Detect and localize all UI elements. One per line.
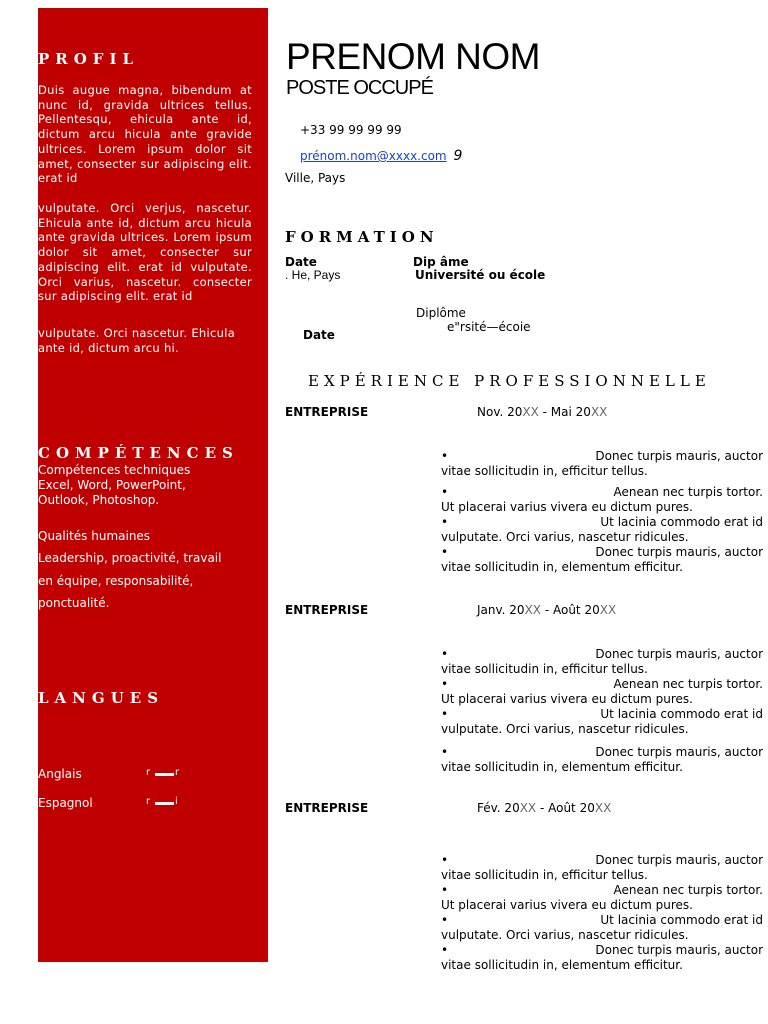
level-end-mark: r xyxy=(175,767,180,778)
formation-heading: FORMATION xyxy=(285,228,439,246)
language-row-spanish xyxy=(38,796,248,810)
list-item: • Aenean nec turpis tortor. Ut placerai varius vivera eu dictum pures. xyxy=(441,485,763,514)
formation-diploma-2: Diplôme xyxy=(416,306,466,320)
job-title: POSTE OCCUPÉ xyxy=(286,77,433,99)
email-line xyxy=(300,148,462,164)
language-name: Anglais xyxy=(38,767,82,781)
formation-location: . He, Pays xyxy=(285,268,341,282)
profil-text-3: vulputate. Orci nascetur. Ehicula ante id, dictum arcu hi. xyxy=(38,326,236,355)
langues-heading: LANGUES xyxy=(38,689,165,707)
job-period: Nov. 20XX - Mai 20XX xyxy=(477,405,608,419)
language-level-bar xyxy=(155,773,174,776)
formation-date-label: Date xyxy=(285,255,317,269)
list-item: • Donec turpis mauris, auctor vitae sollicitudin in, elementum efficitur. xyxy=(441,943,763,972)
list-item: • Donec turpis mauris, auctor vitae sollicitudin in, efficitur tellus. xyxy=(441,449,763,478)
job-bullets xyxy=(441,449,763,575)
list-item: • Ut lacinia commodo erat id vulputate. Orci varius, nascetur ridicules. xyxy=(441,913,763,942)
job-bullets xyxy=(441,647,763,775)
person-name: PRENOM NOM xyxy=(286,36,540,77)
profil-text-2: vulputate. Orci verjus, nascetur. Ehicula ante id, dictum arcu hicula ante gravida ultrices. Lorem ipsum dolor sit amet, consecter sur adipiscing elit. erat id vulputate. Orci varius, nascetur. consecter sur adipiscing elit. erat id xyxy=(38,201,252,304)
soft-skills-line-1: Leadership, proactivité, travail xyxy=(38,551,222,565)
job-period: Fév. 20XX - Août 20XX xyxy=(477,801,612,815)
language-name: Espagnol xyxy=(38,796,93,810)
level-start-mark: r xyxy=(146,767,151,778)
formation-diploma-label: Dip âme xyxy=(413,255,469,269)
list-item: • Aenean nec turpis tortor. Ut placerai varius vivera eu dictum pures. xyxy=(441,883,763,912)
formation-school-2: e"rsité—écoie xyxy=(447,320,531,334)
location: Ville, Pays xyxy=(285,171,346,185)
level-start-mark: r xyxy=(146,796,151,807)
tech-skills-list: Excel, Word, PowerPoint, Outlook, Photoshop. xyxy=(38,478,186,507)
competences-heading: COMPÉTENCES xyxy=(38,444,239,462)
formation-date-2-clip xyxy=(285,328,365,342)
list-item: • Ut lacinia commodo erat id vulputate. Orci varius, nascetur ridicules. xyxy=(441,515,763,544)
job-bullets xyxy=(441,853,763,973)
company-name: ENTREPRISE xyxy=(285,603,369,617)
soft-skills-line-3: ponctualité. xyxy=(38,596,110,610)
formation-date-2: Date xyxy=(303,328,335,342)
level-end-mark: i xyxy=(175,796,178,807)
profil-heading: PROFIL xyxy=(38,50,140,68)
list-item: • Ut lacinia commodo erat id vulputate. Orci varius, nascetur ridicules. xyxy=(441,707,763,736)
phone-number: +33 99 99 99 99 xyxy=(300,123,402,137)
profil-text-1: Duis augue magna, bibendum at nunc id, gravida ultrices tellus. Pellentesqu, ehicula ante id, dictum arcu hicula ante gravide ultrices. Lorem ipsum dolor sit amet, consecter sur adipiscing elit. erat id xyxy=(38,83,252,186)
list-item: • Donec turpis mauris, auctor vitae sollicitudin in, efficitur tellus. xyxy=(441,647,763,676)
job-period: Janv. 20XX - Août 20XX xyxy=(477,603,617,617)
company-name: ENTREPRISE xyxy=(285,801,369,815)
soft-skills-line-2: en équipe, responsabilité, xyxy=(38,574,194,588)
email-suffix: 9 xyxy=(453,148,463,164)
list-item: • Donec turpis mauris, auctor vitae sollicitudin in, elementum efficitur. xyxy=(441,545,763,574)
language-level-bar xyxy=(155,802,174,805)
language-row-english xyxy=(38,767,248,781)
experience-heading: EXPÉRIENCE PROFESSIONNELLE xyxy=(308,372,711,390)
list-item: • Donec turpis mauris, auctor vitae sollicitudin in, elementum efficitur. xyxy=(441,745,763,774)
list-item: • Donec turpis mauris, auctor vitae sollicitudin in, efficitur tellus. xyxy=(441,853,763,882)
email-link[interactable]: prénom.nom@xxxx.com xyxy=(300,149,447,163)
list-item: • Aenean nec turpis tortor. Ut placerai varius vivera eu dictum pures. xyxy=(441,677,763,706)
soft-skills-label: Qualités humaines xyxy=(38,529,151,543)
company-name: ENTREPRISE xyxy=(285,405,369,419)
tech-skills-label: Compétences techniques xyxy=(38,463,191,477)
formation-school: Université ou école xyxy=(415,268,546,282)
